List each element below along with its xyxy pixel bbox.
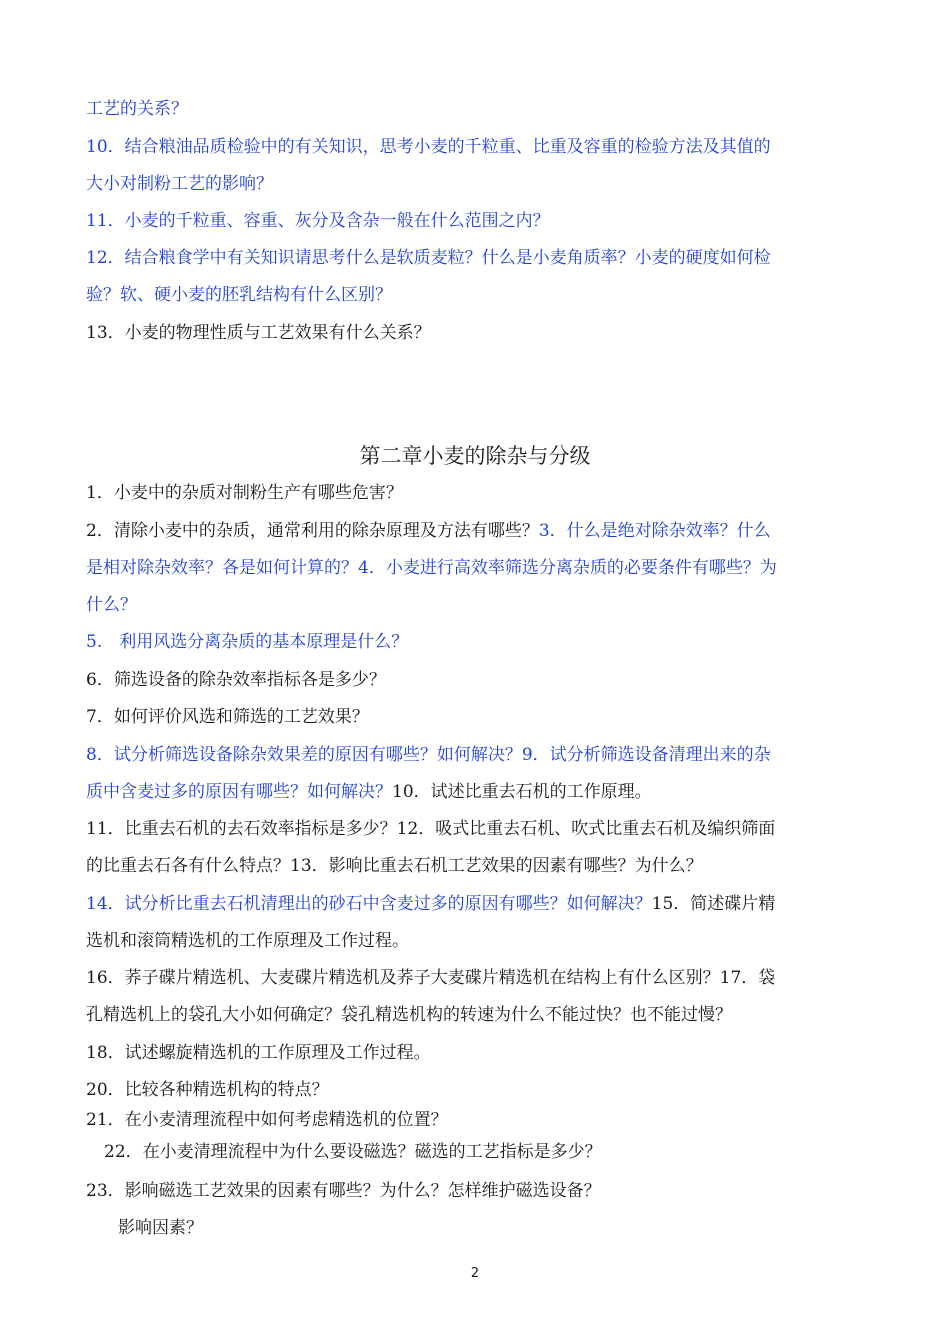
question-22: 22．在小麦清理流程中为什么要设磁选？磁选的工艺指标是多少？: [104, 1142, 602, 1162]
question-21: 21．在小麦清理流程中如何考虑精选机的位置？: [86, 1110, 448, 1130]
question-16-line: 16．荞子碟片精选机、大麦碟片精选机及荞子大麦碟片精选机在结构上有什么区别？17．袋: [86, 968, 776, 988]
text-line: 10．结合粮油品质检验中的有关知识，思考小麦的千粒重、比重及容重的检验方法及其值的: [86, 137, 771, 157]
text-line: 13．小麦的物理性质与工艺效果有什么关系？: [86, 323, 431, 343]
text-line: 验？软、硬小麦的胚乳结构有什么区别？: [86, 285, 392, 305]
question-2-line: [86, 520, 880, 542]
text-line: 工艺的关系？: [86, 99, 188, 119]
question-9-text: 质中含麦过多的原因有哪些？如何解决？: [86, 782, 392, 802]
page-number: 2: [470, 1266, 480, 1281]
text-line: 是相对除杂效率？各是如何计算的？4．小麦进行高效率筛选分离杂质的必要条件有哪些？为: [86, 558, 777, 578]
text-line: 选机和滚筒精选机的工作原理及工作过程。: [86, 931, 409, 951]
question-1: 1．小麦中的杂质对制粉生产有哪些危害？: [86, 483, 403, 503]
question-6: 6．筛选设备的除杂效率指标各是多少？: [86, 670, 386, 690]
question-15-text: 15．简述碟片精: [651, 894, 776, 914]
text-line: 孔精选机上的袋孔大小如何确定？袋孔精选机构的转速为什么不能过快？也不能过慢？: [86, 1005, 732, 1025]
question-20: 20．比较各种精选机构的特点？: [86, 1080, 329, 1100]
text-line: 大小对制粉工艺的影响？: [86, 174, 273, 194]
question-3-text: 3．什么是绝对除杂效率？什么: [538, 521, 771, 541]
question-8-line: 8．试分析筛选设备除杂效果差的原因有哪些？如何解决？9．试分析筛选设备清理出来的杂: [86, 745, 771, 765]
text-line: 12．结合粮食学中有关知识请思考什么是软质麦粒？什么是小麦角质率？小麦的硬度如何检: [86, 248, 771, 268]
question-7: 7．如何评价风选和筛选的工艺效果？: [86, 707, 369, 727]
question-23-sub: 影响因素？: [118, 1218, 203, 1238]
question-18: 18．试述螺旋精选机的工作原理及工作过程。: [86, 1043, 431, 1063]
question-23: 23．影响磁选工艺效果的因素有哪些？为什么？怎样维护磁选设备？: [86, 1181, 601, 1201]
text-line: 的比重去石各有什么特点？13．影响比重去石机工艺效果的因素有哪些？为什么？: [86, 856, 703, 876]
text-line: 什么？: [86, 595, 137, 615]
question-5: 5. 利用风选分离杂质的基本原理是什么？: [86, 632, 409, 652]
question-11-line: 11．比重去石机的去石效率指标是多少？12．吸式比重去石机、吹式比重去石机及编织筛面: [86, 819, 776, 839]
question-14-line: [86, 893, 880, 915]
question-14-text: 14．试分析比重去石机清理出的砂石中含麦过多的原因有哪些？如何解决？: [86, 894, 652, 914]
question-10-text: 10．试述比重去石机的工作原理。: [392, 782, 652, 802]
text-line: 11．小麦的千粒重、容重、灰分及含杂一般在什么范围之内？: [86, 211, 550, 231]
question-2-text: 2．清除小麦中的杂质，通常利用的除杂原理及方法有哪些？: [86, 521, 539, 541]
chapter-title: 第二章小麦的除杂与分级: [359, 444, 591, 468]
question-9-line: [86, 781, 880, 803]
